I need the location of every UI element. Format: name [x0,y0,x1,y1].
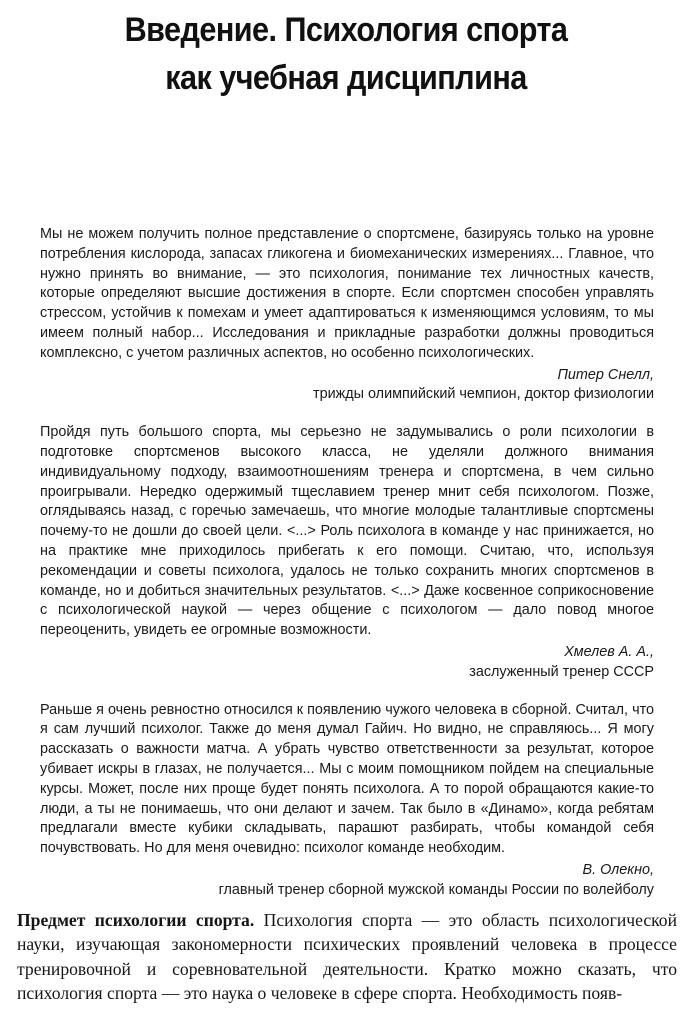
epigraph-author: В. Олекно, [582,861,654,878]
epigraph-author-role: трижды олимпийский чемпион, доктор физиологии [312,386,654,403]
epigraph-quote: Раньше я очень ревностно относился к появлению чужого человека в сборной. Считал, что я сам лучший психолог. Также до меня думал Гайич. Но видно, не справляюсь... Я могу рассказать о важности матча. А убрать чувство ответственности за результат, которое убивает искры в глазах, не получается... Мы с моим помощником пойдем на специальные курсы. Может, после них проще будет понять психолога. А то порой обращаются какие-то люди, а ты не понимаешь, что они делают и зачем. Так было в «Динамо», когда ребятам предлагали вместе кубики складывать, парашют разбирать, чтобы командой себя почувствовать. Но для меня очевидно: психолог команде необходим. [40,701,654,857]
chapter-title-line-2: как учебная дисциплина [165,59,527,97]
section-paragraph [17,908,677,1006]
epigraph-author-role: заслуженный тренер СССР [469,663,654,680]
epigraph-author: Питер Снелл, [557,366,654,383]
epigraph-quote: Мы не можем получить полное представление о спортсмене, базируясь только на уровне потребления кислорода, запасах гликогена и биомеханических измерениях... Главное, что нужно принять во внимание, — это психология, понимание тех личностных качеств, которые определяют высшие достижения в спорте. Если спортсмен способен управлять стрессом, устойчив к помехам и умеет адаптироваться к изменяющимся условиям, то мы имеем полный набор... Исследования и прикладные разработки должны проводиться комплексно, с учетом различных аспектов, но особенно психологических. [40,226,654,361]
epigraph-author: Хмелев А. А., [564,643,654,660]
epigraph-quote: Пройдя путь большого спорта, мы серьезно не задумывались о роли психологии в подготовке спортсменов высокого класса, не уделяли должного внимания индивидуальному подходу, взаимоотношениям тренера и спортсмена, в чем сильно проигрывали. Нередко одержимый тщеславием тренер мнит себя психологом. Позже, оглядываясь назад, с горечью замечаешь, что многие молодые талантливые спортсмены почему-то не дошли до своей цели. <...> Роль психолога в команде у нас принижается, но на практике мне приходилось прибегать к его помощи. Считаю, что, используя рекомендации и советы психолога, удалось не только сохранить многих спортсменов в команде, но и добиться значительных результатов. <...> Даже косвенное соприкосновение с психологической наукой — через общение с психологом — дало повод многое переоценить, увидеть ее огромные возможности. [40,424,654,639]
chapter-title-line-1: Введение. Психология спорта [124,11,568,49]
section-body-text: Психология спорта — это область психологической науки, изучающая закономерности психических проявлений человека в процессе тренировочной и соревновательной деятельности. Кратко можно сказать, что психология спорта — это наука о человеке в сфере спорта. Необходимость появ- [17,910,678,1004]
section-lead-heading: Предмет психологии спорта. [17,910,255,930]
epigraph-author-role: главный тренер сборной мужской команды России по волейболу [218,881,654,898]
